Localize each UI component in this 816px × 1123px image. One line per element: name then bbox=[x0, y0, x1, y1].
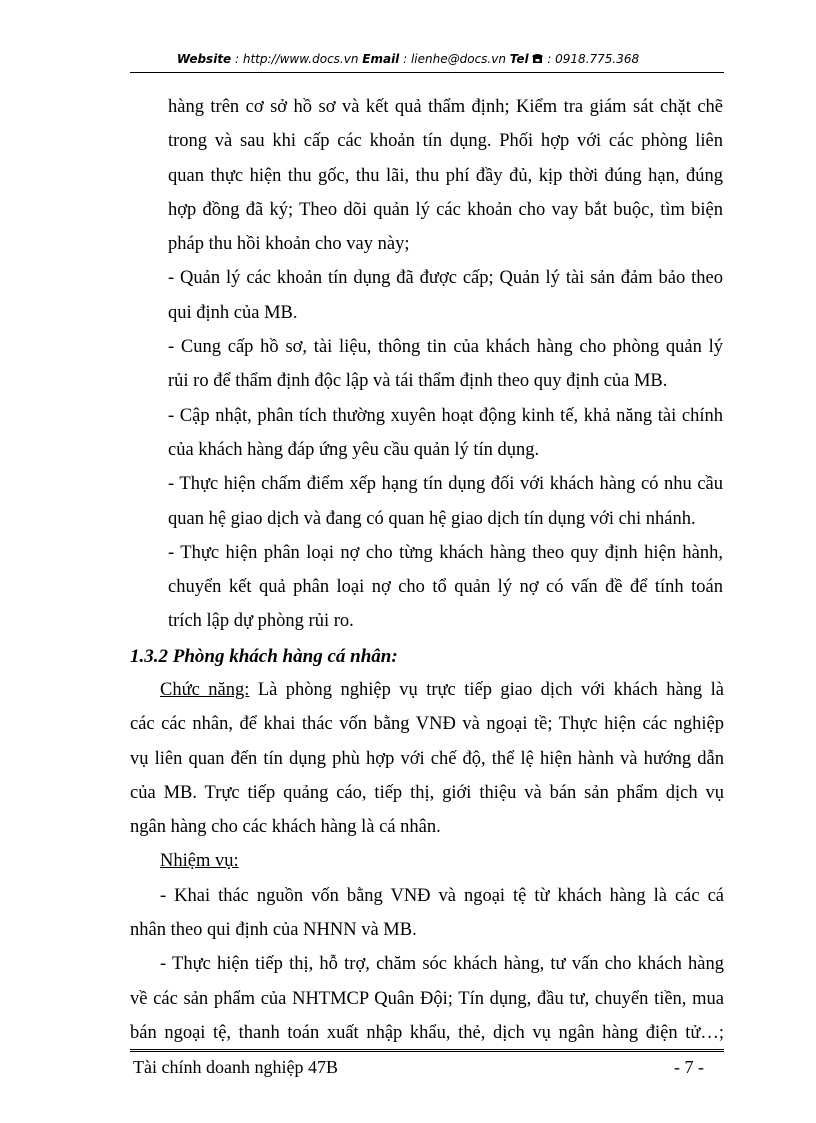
text-line: - Quản lý các khoản tín dụng đã được cấp; Quản lý tài sản đảm bảo theo bbox=[168, 268, 723, 289]
text-line: vụ liên quan đến tín dụng phù hợp với chế độ, thể lệ hiện hành và hướng dẫn bbox=[130, 748, 724, 769]
function-text: Là phòng nghiệp vụ trực tiếp giao dịch với khách hàng là bbox=[249, 680, 724, 700]
text-line: hợp đồng đã ký; Theo dõi quản lý các khoản cho vay bắt buộc, tìm biện bbox=[168, 199, 723, 220]
website-label: Website bbox=[176, 52, 232, 66]
text-line: - Thực hiện phân loại nợ cho từng khách hàng theo quy định hiện hành, bbox=[168, 542, 723, 563]
section-heading: 1.3.2 Phòng khách hàng cá nhân: bbox=[130, 646, 398, 667]
tel-value: : 0918.775.368 bbox=[543, 52, 640, 66]
header-divider bbox=[130, 72, 724, 73]
text-line: hàng trên cơ sở hồ sơ và kết quả thẩm định; Kiểm tra giám sát chặt chẽ bbox=[168, 97, 723, 117]
text-line: trong và sau khi cấp các khoản tín dụng. Phối hợp với các phòng liên bbox=[168, 131, 723, 152]
text-line: nhân theo qui định của NHNN và MB. bbox=[130, 920, 417, 941]
footer-course: Tài chính doanh nghiệp 47B bbox=[133, 1057, 338, 1077]
duty-line bbox=[130, 844, 724, 878]
text-line: về các sản phẩm của NHTMCP Quân Đội; Tín dụng, đầu tư, chuyển tiền, mua bbox=[130, 988, 724, 1009]
text-line: bán ngoại tệ, thanh toán xuất nhập khẩu, thẻ, dịch vụ ngân hàng điện tử…; bbox=[130, 1022, 724, 1043]
text-line: trích lập dự phòng rủi ro. bbox=[168, 611, 354, 632]
text-line: - Cung cấp hồ sơ, tài liệu, thông tin của khách hàng cho phòng quản lý bbox=[168, 337, 723, 358]
page-header bbox=[0, 52, 816, 66]
function-line bbox=[130, 673, 724, 707]
body-text-top bbox=[168, 90, 723, 639]
function-label: Chức năng: bbox=[160, 680, 250, 700]
tel-label: Tel bbox=[509, 52, 529, 66]
email-value: : lienhe@docs.vn bbox=[399, 52, 510, 66]
page-number: - 7 - bbox=[674, 1057, 704, 1077]
website-value: : http://www.docs.vn bbox=[231, 52, 363, 66]
text-line: của MB. Trực tiếp quảng cáo, tiếp thị, giới thiệu và bán sản phẩm dịch vụ bbox=[130, 782, 724, 803]
footer-divider bbox=[130, 1049, 724, 1052]
text-line: của khách hàng đáp ứng yêu cầu quản lý tín dụng. bbox=[168, 439, 540, 460]
text-line: rủi ro để thẩm định độc lập và tái thẩm định theo quy định của MB. bbox=[168, 371, 668, 392]
text-line: - Khai thác nguồn vốn bằng VNĐ và ngoại tệ từ khách hàng là các cá bbox=[160, 885, 724, 906]
section-body bbox=[130, 673, 724, 1050]
text-line: - Thực hiện tiếp thị, hỗ trợ, chăm sóc khách hàng, tư vấn cho khách hàng bbox=[160, 954, 724, 975]
text-line: các các nhân, để khai thác vốn bằng VNĐ và ngoại tề; Thực hiện các nghiệp bbox=[130, 714, 724, 735]
email-label: Email bbox=[362, 52, 400, 66]
text-line: ngân hàng cho các khách hàng là cá nhân. bbox=[130, 817, 441, 838]
text-line: quan hệ giao dịch và đang có quan hệ giao dịch tín dụng với chi nhánh. bbox=[168, 508, 696, 529]
text-line: qui định của MB. bbox=[168, 302, 298, 323]
text-line: chuyển kết quả phân loại nợ cho tổ quản lý nợ có vấn đề để tính toán bbox=[168, 577, 723, 598]
phone-icon bbox=[532, 53, 543, 64]
text-line: quan thực hiện thu gốc, thu lãi, thu phí đầy đủ, kịp thời đúng hạn, đúng bbox=[168, 165, 723, 186]
text-line: - Cập nhật, phân tích thường xuyên hoạt động kinh tế, khả năng tài chính bbox=[168, 405, 723, 426]
text-line: pháp thu hồi khoản cho vay này; bbox=[168, 234, 410, 255]
text-line: - Thực hiện chấm điểm xếp hạng tín dụng đối với khách hàng có nhu cầu bbox=[168, 474, 723, 495]
duty-label: Nhiệm vụ: bbox=[160, 851, 239, 872]
